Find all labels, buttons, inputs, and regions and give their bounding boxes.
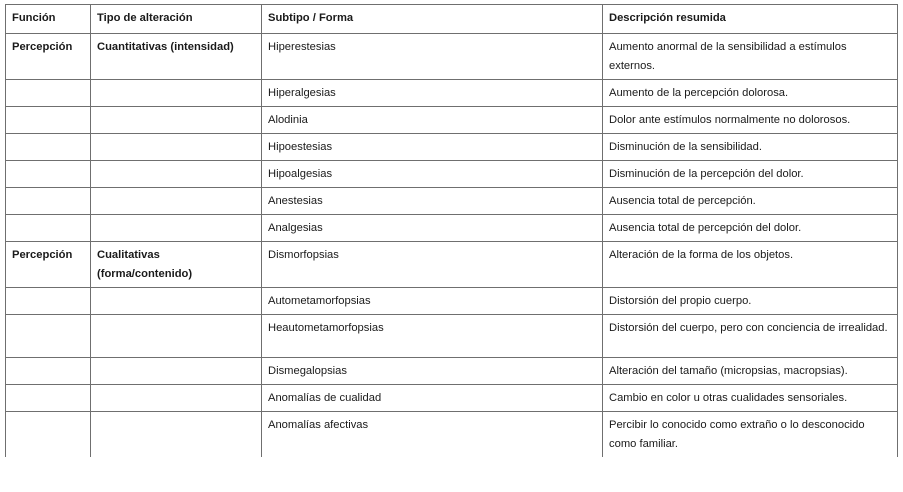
- cell-subtipo: Autometamorfopsias: [262, 288, 603, 315]
- cell-funcion: [6, 288, 91, 315]
- cell-funcion: Percepción: [6, 34, 91, 80]
- cell-tipo: [91, 80, 262, 107]
- cell-descripcion: Dolor ante estímulos normalmente no dolorosos.: [603, 107, 898, 134]
- cell-tipo: Cualitativas (forma/contenido): [91, 242, 262, 288]
- table-row: [6, 315, 898, 358]
- cell-tipo: [91, 315, 262, 358]
- cell-descripcion: Ausencia total de percepción del dolor.: [603, 215, 898, 242]
- cell-funcion: [6, 358, 91, 385]
- cell-tipo: [91, 385, 262, 412]
- column-header-tipo: Tipo de alteración: [91, 5, 262, 34]
- cell-subtipo: Analgesias: [262, 215, 603, 242]
- table-row: [6, 107, 898, 134]
- cell-tipo: [91, 107, 262, 134]
- table-row: [6, 34, 898, 80]
- cell-tipo: [91, 161, 262, 188]
- cell-funcion: Percepción: [6, 242, 91, 288]
- column-header-funcion: Función: [6, 5, 91, 34]
- table-row: [6, 385, 898, 412]
- table-row: [6, 134, 898, 161]
- cell-descripcion: Alteración del tamaño (micropsias, macropsias).: [603, 358, 898, 385]
- cell-tipo: [91, 134, 262, 161]
- cell-tipo: [91, 288, 262, 315]
- cell-descripcion: Alteración de la forma de los objetos.: [603, 242, 898, 288]
- cell-tipo: [91, 188, 262, 215]
- table-row: [6, 161, 898, 188]
- cell-funcion: [6, 107, 91, 134]
- cell-subtipo: Hiperestesias: [262, 34, 603, 80]
- cell-descripcion: Percibir lo conocido como extraño o lo desconocido como familiar.: [603, 412, 898, 458]
- cell-funcion: [6, 412, 91, 458]
- cell-subtipo: Heautometamorfopsias: [262, 315, 603, 358]
- cell-descripcion: Disminución de la sensibilidad.: [603, 134, 898, 161]
- cell-tipo: Cuantitativas (intensidad): [91, 34, 262, 80]
- cell-subtipo: Dismegalopsias: [262, 358, 603, 385]
- cell-subtipo: Hipoalgesias: [262, 161, 603, 188]
- cell-descripcion: Aumento anormal de la sensibilidad a estímulos externos.: [603, 34, 898, 80]
- table-row: [6, 412, 898, 458]
- cell-subtipo: Anomalías de cualidad: [262, 385, 603, 412]
- cell-descripcion: Distorsión del propio cuerpo.: [603, 288, 898, 315]
- table-row: [6, 358, 898, 385]
- cell-descripcion: Ausencia total de percepción.: [603, 188, 898, 215]
- cell-subtipo: Hipoestesias: [262, 134, 603, 161]
- cell-subtipo: Hiperalgesias: [262, 80, 603, 107]
- cell-tipo: [91, 215, 262, 242]
- cell-tipo: [91, 358, 262, 385]
- cell-descripcion: Distorsión del cuerpo, pero con conciencia de irrealidad.: [603, 315, 898, 358]
- table-row: [6, 242, 898, 288]
- cell-tipo: [91, 412, 262, 458]
- cell-subtipo: Alodinia: [262, 107, 603, 134]
- cell-descripcion: Disminución de la percepción del dolor.: [603, 161, 898, 188]
- table-row: [6, 288, 898, 315]
- cell-descripcion: Cambio en color u otras cualidades sensoriales.: [603, 385, 898, 412]
- cell-funcion: [6, 134, 91, 161]
- cell-funcion: [6, 161, 91, 188]
- cell-funcion: [6, 385, 91, 412]
- column-header-subtipo: Subtipo / Forma: [262, 5, 603, 34]
- perception-alterations-table: [5, 4, 898, 457]
- cell-subtipo: Anestesias: [262, 188, 603, 215]
- cell-descripcion: Aumento de la percepción dolorosa.: [603, 80, 898, 107]
- cell-funcion: [6, 80, 91, 107]
- table-row: [6, 215, 898, 242]
- table-row: [6, 80, 898, 107]
- cell-funcion: [6, 315, 91, 358]
- cell-subtipo: Dismorfopsias: [262, 242, 603, 288]
- table-row: [6, 188, 898, 215]
- cell-subtipo: Anomalías afectivas: [262, 412, 603, 458]
- cell-funcion: [6, 215, 91, 242]
- table-header-row: [6, 5, 898, 34]
- cell-funcion: [6, 188, 91, 215]
- column-header-descripcion: Descripción resumida: [603, 5, 898, 34]
